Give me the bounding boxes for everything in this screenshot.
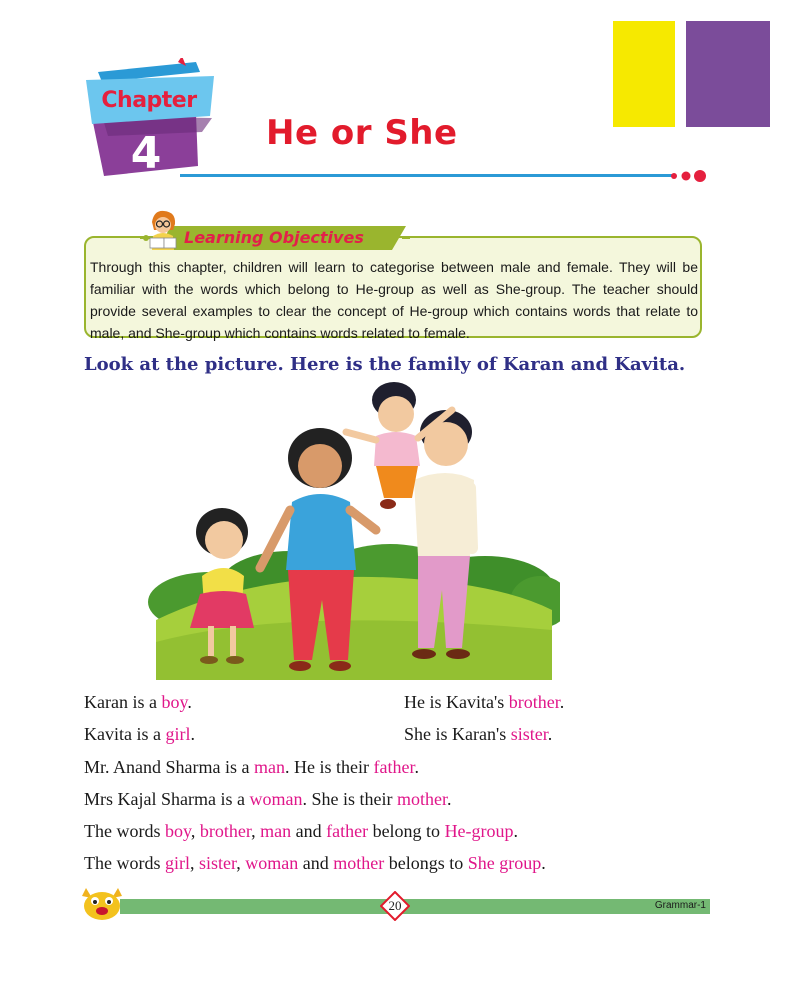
- page-number: 20: [388, 898, 402, 913]
- objectives-text: Through this chapter, children will learn to categorise between male and female. They will be familiar with the words which belong to He-group as well as She-group. The teacher should provide several examples to clear the concept of He-group which contains words that relate to male, and She-group which contains words related to female.: [90, 259, 698, 341]
- sentence-text: belongs to: [384, 853, 468, 873]
- sentence-text: and: [298, 853, 334, 873]
- sentence-text: .: [513, 821, 519, 841]
- title-dots: [668, 168, 712, 184]
- sentence-mother: [84, 789, 451, 810]
- title-underline: [180, 174, 672, 177]
- sentence-text: Karan is a: [84, 692, 162, 712]
- sentence-text: .: [190, 724, 195, 744]
- sentence-kavita-brother: [404, 692, 564, 713]
- highlight-word: man: [253, 757, 285, 777]
- objectives-heading: Learning Objectives: [184, 228, 364, 247]
- sentence-text: She is Karan's: [404, 724, 511, 744]
- sentence-text: .: [547, 724, 553, 744]
- sentence-text: .: [541, 853, 546, 873]
- page-title: He or She: [266, 113, 458, 153]
- sentence-karan-sister: [404, 724, 552, 745]
- highlight-word: woman: [245, 853, 299, 873]
- sentence-text: He is Kavita's: [404, 692, 509, 712]
- sentence-text: belong to: [368, 821, 445, 841]
- highlight-word: girl: [165, 724, 191, 744]
- sentence-text: Mrs Kajal Sharma is a: [84, 789, 250, 809]
- book-name: Grammar-1: [654, 900, 706, 911]
- sentence-text: The words: [84, 853, 165, 873]
- sentence-text: .: [414, 757, 419, 777]
- highlight-word: father: [326, 821, 369, 841]
- highlight-word: She group: [467, 853, 542, 873]
- highlight-word: boy: [161, 692, 188, 712]
- yellow-color-block: [613, 21, 675, 127]
- highlight-word: boy: [164, 821, 191, 841]
- sentence-she-group: [84, 853, 546, 874]
- highlight-word: brother: [508, 692, 560, 712]
- family-illustration: [140, 380, 560, 680]
- purple-color-block: [686, 21, 770, 127]
- sentence-father: [84, 757, 419, 778]
- teacher-icon: [146, 208, 180, 252]
- sentence-text: The words: [84, 821, 165, 841]
- highlight-word: brother: [199, 821, 252, 841]
- highlight-word: girl: [164, 853, 190, 873]
- mascot-icon: [78, 882, 126, 922]
- chapter-number: 4: [130, 128, 162, 179]
- sentence-text: ,: [236, 853, 246, 873]
- intro-instruction: Look at the picture. Here is the family of Karan and Kavita.: [84, 354, 686, 375]
- highlight-word: father: [373, 757, 415, 777]
- highlight-word: He-group: [444, 821, 514, 841]
- sentence-text: . She is their: [302, 789, 397, 809]
- sentence-text: . He is their: [284, 757, 374, 777]
- highlight-word: mother: [396, 789, 447, 809]
- sentence-text: .: [559, 692, 565, 712]
- highlight-word: sister: [510, 724, 548, 744]
- sentence-text: Mr. Anand Sharma is a: [84, 757, 254, 777]
- sentence-he-group: [84, 821, 518, 842]
- sentence-text: and: [291, 821, 327, 841]
- sentence-text: Kavita is a: [84, 724, 166, 744]
- chapter-label: Chapter: [101, 88, 197, 113]
- highlight-word: man: [260, 821, 292, 841]
- sentence-text: ,: [190, 821, 200, 841]
- highlight-word: woman: [249, 789, 303, 809]
- sentence-text: .: [187, 692, 192, 712]
- sentence-text: ,: [189, 853, 199, 873]
- highlight-word: mother: [333, 853, 385, 873]
- sentence-kavita-girl: [84, 724, 195, 745]
- sentence-text: ,: [251, 821, 261, 841]
- sentence-text: .: [446, 789, 452, 809]
- highlight-word: sister: [198, 853, 237, 873]
- sentence-karan-boy: [84, 692, 192, 713]
